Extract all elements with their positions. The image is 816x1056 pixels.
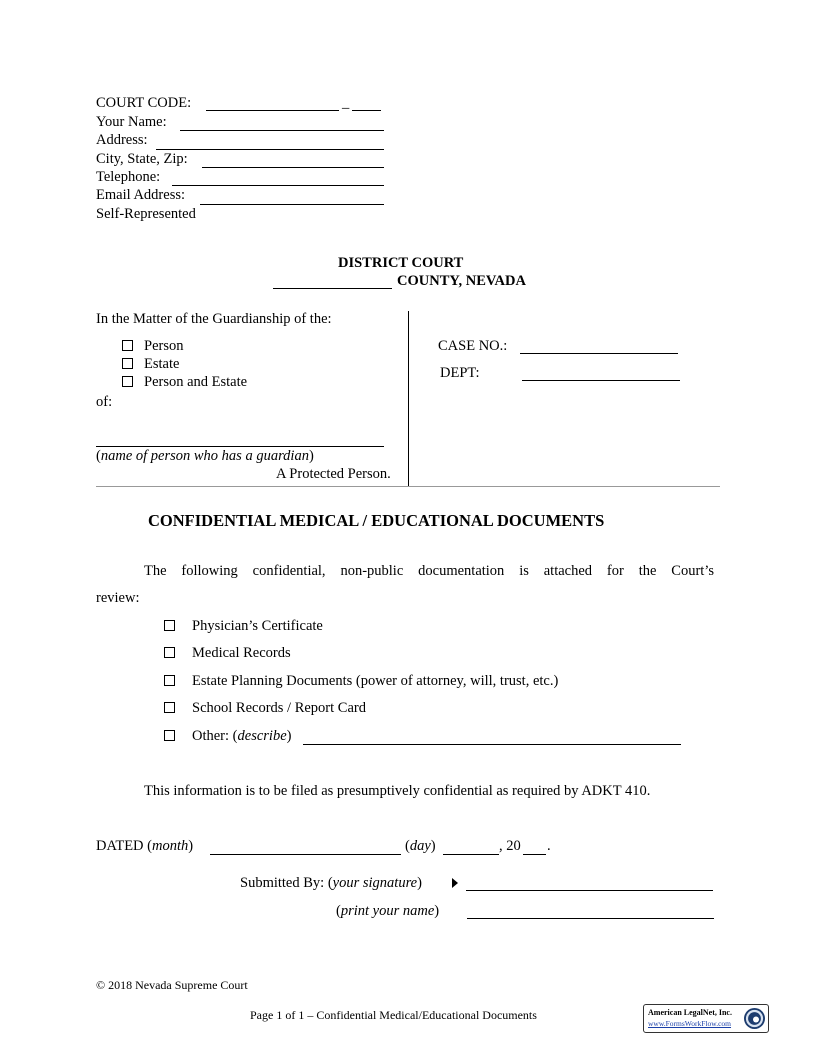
dept-field[interactable] — [522, 380, 680, 381]
case-no-label: CASE NO.: — [438, 338, 508, 354]
dated-label: DATED (month) — [96, 838, 194, 854]
day-field[interactable] — [443, 854, 499, 855]
county-label: COUNTY, NEVADA — [397, 273, 526, 289]
name-hint: (name of person who has a guardian) — [96, 448, 314, 464]
other-describe-field[interactable] — [303, 744, 681, 745]
item-medical-records: Medical Records — [192, 645, 291, 661]
self-represented-label: Self-Represented — [96, 206, 196, 222]
school-records-checkbox[interactable] — [164, 702, 175, 713]
estate-planning-checkbox[interactable] — [164, 675, 175, 686]
protected-person-label: A Protected Person. — [276, 466, 391, 482]
matter-label: In the Matter of the Guardianship of the: — [96, 311, 332, 327]
person-checkbox[interactable] — [122, 340, 133, 351]
person-and-estate-checkbox[interactable] — [122, 376, 133, 387]
county-field[interactable] — [273, 288, 392, 289]
option-person-and-estate-label: Person and Estate — [144, 374, 248, 390]
court-code-separator: _ — [342, 95, 350, 111]
your-name-field[interactable] — [180, 130, 384, 131]
item-other: Other: (describe) — [192, 728, 292, 744]
email-label: Email Address: — [96, 187, 186, 203]
confidential-note: This information is to be filed as presumptively confidential as required by ADKT 410. — [144, 783, 651, 799]
intro-text-line1: The following confidential, non-public documentation is attached for the Court’s — [144, 563, 714, 579]
city-state-zip-field[interactable] — [202, 167, 384, 168]
intro-text-line2: review: — [96, 590, 140, 606]
city-state-zip-label: City, State, Zip: — [96, 151, 188, 167]
court-code-suffix-field[interactable] — [352, 110, 381, 111]
court-code-field[interactable] — [206, 110, 339, 111]
day-label: (day) — [405, 838, 436, 854]
option-estate-label: Estate — [144, 356, 180, 372]
your-name-label: Your Name: — [96, 114, 167, 130]
document-title: CONFIDENTIAL MEDICAL / EDUCATIONAL DOCUMENTS — [148, 511, 605, 530]
copyright: © 2018 Nevada Supreme Court — [96, 978, 248, 992]
address-field[interactable] — [156, 149, 384, 150]
item-school-records: School Records / Report Card — [192, 700, 366, 716]
submitted-by-label: Submitted By: (your signature) — [240, 875, 422, 891]
address-label: Address: — [96, 132, 148, 148]
globe-logo-icon — [743, 1007, 766, 1030]
protected-person-name-field[interactable] — [96, 446, 384, 447]
americanlegalnet-logo: American LegalNet, Inc. www.FormsWorkFlow.com — [643, 1004, 769, 1033]
physicians-certificate-checkbox[interactable] — [164, 620, 175, 631]
dated-period: . — [547, 838, 551, 854]
year-prefix: , 20 — [499, 838, 521, 854]
case-no-field[interactable] — [520, 353, 678, 354]
arrow-right-icon — [452, 878, 459, 888]
estate-checkbox[interactable] — [122, 358, 133, 369]
print-name-field[interactable] — [467, 918, 714, 919]
item-physicians-certificate: Physician’s Certificate — [192, 618, 323, 634]
telephone-label: Telephone: — [96, 169, 161, 185]
email-field[interactable] — [200, 204, 384, 205]
other-checkbox[interactable] — [164, 730, 175, 741]
page-info: Page 1 of 1 – Confidential Medical/Educational Documents — [250, 1008, 537, 1022]
of-label: of: — [96, 394, 113, 410]
month-field[interactable] — [210, 854, 401, 855]
caption-divider — [408, 311, 409, 486]
court-code-label: COURT CODE: — [96, 95, 192, 111]
dept-label: DEPT: — [440, 365, 480, 381]
medical-records-checkbox[interactable] — [164, 647, 175, 658]
print-name-label: (print your name) — [336, 903, 440, 919]
year-field[interactable] — [523, 854, 546, 855]
caption-bottom-rule — [96, 486, 720, 487]
option-person-label: Person — [144, 338, 184, 354]
telephone-field[interactable] — [172, 185, 384, 186]
signature-field[interactable] — [466, 890, 713, 891]
item-estate-planning: Estate Planning Documents (power of attorney, will, trust, etc.) — [192, 673, 559, 689]
court-title: DISTRICT COURT — [338, 255, 464, 271]
